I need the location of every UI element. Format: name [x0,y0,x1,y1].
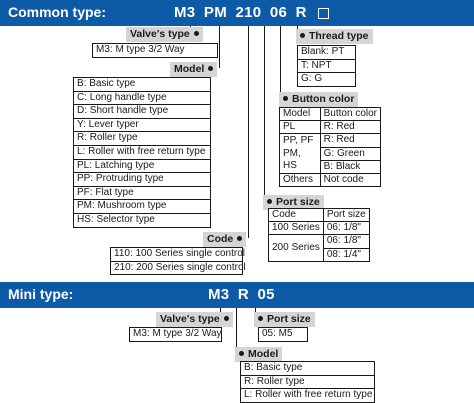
header-code: Code [269,209,324,222]
mini-model-label-text: Model [248,348,279,360]
port-size-label-text: Port size [276,196,320,208]
model-row: PL: Latching type [74,160,210,174]
model-label-text: Model [174,63,205,75]
table-row [280,174,381,187]
code-label [203,232,246,247]
model-row: C: Long handle type [74,92,210,106]
mini-type-header-band [0,282,474,308]
connector-button-color [280,26,281,100]
mini-model-box [240,361,375,403]
thread-type-row: Blank: PT [298,46,355,60]
bullet-dot [258,316,263,321]
cell-series: 200 Series [269,235,324,261]
code-part-series: 210 [235,4,262,21]
bullet-dot [239,351,244,356]
mini-valve-type-row: M3: M type 3/2 Way [133,328,222,339]
cell-model-group: PP, PF PM, HS [280,134,321,174]
mini-code-part-port: 05 [257,286,275,303]
thread-type-row: G: G [301,73,323,85]
button-color-label-text: Button color [292,93,355,105]
code-part-pm: PM [203,4,228,21]
valve-type-box [92,43,218,58]
cell-series: 100 Series [269,222,324,235]
connector-model [219,26,220,68]
thread-type-box [297,45,356,87]
code-part-color: R [295,4,307,21]
bullet-dot [208,66,213,71]
model-row: R: Roller type [74,132,210,146]
mini-port-size-row: 05: M5 [262,328,293,339]
cell-model: PL [280,121,321,134]
cell-color: R: Red [320,121,380,134]
mini-model-row: B: Basic type [241,362,374,376]
table-row [280,134,381,147]
cell-color: R: Red [320,134,380,147]
cell-color: Not code [320,174,380,187]
model-box [73,77,211,228]
thread-type-placeholder-square [318,8,329,19]
mini-code-part-r: R [237,286,250,303]
cell-model: Others [280,174,321,187]
bullet-dot [224,316,229,321]
cell-color: G: Green [320,147,380,160]
table-row [280,121,381,134]
valve-type-label-text: Valve's type [130,28,190,40]
table-row [269,222,370,235]
mini-type-title: Mini type: [8,286,74,302]
thread-type-label-text: Thread type [309,30,369,42]
mini-valve-type-box [129,327,222,342]
button-color-label [279,92,358,107]
model-row: PP: Protruding type [74,173,210,187]
mini-port-size-label [254,312,315,327]
code-row: 110: 100 Series single control [111,248,242,262]
mini-model-row: R: Roller type [241,376,374,390]
model-row: PM: Mushroom type [74,200,210,214]
common-model-code [174,4,307,21]
model-row: HS: Selector type [77,213,155,225]
cell-size: 06: 1/8" [323,235,369,248]
button-color-table [279,107,381,187]
bullet-dot [300,33,305,38]
table-row [269,235,370,248]
header-port-size: Port size [323,209,369,222]
code-row: 210: 200 Series single control [114,261,246,273]
model-row: D: Short handle type [74,105,210,119]
mini-model-code [208,286,275,303]
code-part-port: 06 [269,4,288,21]
header-model: Model [280,108,321,121]
valve-type-label [126,27,203,42]
thread-type-label [296,29,373,44]
common-type-title: Common type: [8,4,106,20]
thread-type-row: T: NPT [298,60,355,74]
table-row [269,209,370,222]
cell-size: 08: 1/4" [323,248,369,261]
mini-port-size-box [258,327,308,342]
model-row: Y: Lever typer [74,119,210,133]
table-row [280,108,381,121]
model-row: B: Basic type [74,78,210,92]
mini-model-label [235,347,282,362]
port-size-table [268,208,370,262]
model-row: PF: Flat type [74,187,210,201]
mini-valve-type-label-text: Valve's type [160,313,220,325]
header-button-color: Button color [320,108,380,121]
code-label-text: Code [207,233,234,245]
valve-type-row: M3: M type 3/2 Way [96,44,185,55]
mini-port-size-label-text: Port size [267,313,311,325]
common-type-header-band [0,0,474,26]
cell-size: 06: 1/8" [323,222,369,235]
bullet-dot [283,96,288,101]
bullet-dot [237,236,242,241]
mini-valve-type-label [156,312,233,327]
code-part-m3: M3 [174,4,196,21]
mini-code-part-m3: M3 [208,286,230,303]
bullet-dot [194,31,199,36]
cell-color: B: Black [320,160,380,173]
model-row: L: Roller with free return type [74,146,210,160]
mini-model-row: L: Roller with free return type [244,389,373,401]
model-label [170,62,217,77]
bullet-dot [267,199,272,204]
code-box [110,247,246,275]
connector-port-size [264,26,265,202]
connector-code [248,26,249,238]
